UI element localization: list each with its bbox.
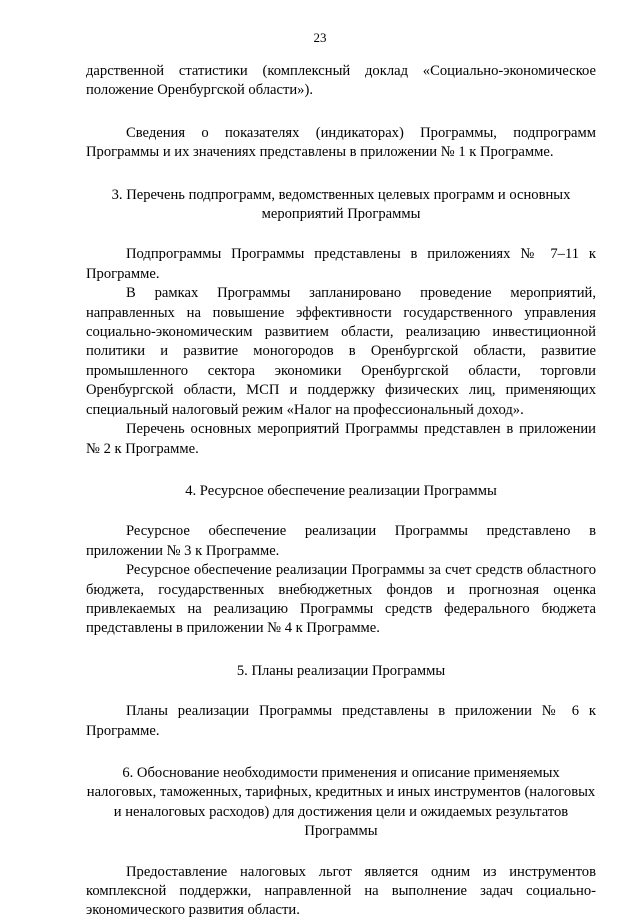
- paragraph-resource-provision: Ресурсное обеспечение реализации Программы представлено в приложении № 3 к Программе.: [86, 523, 596, 559]
- section-heading-3: 3. Перечень подпрограмм, ведомственных целевых программ и основных мероприятий Программы: [111, 186, 571, 223]
- section-heading-5: 5. Планы реализации Программы: [236, 662, 446, 679]
- paragraph-planned-measures: В рамках Программы запланировано проведение мероприятий, направленных на повышение эффективности государственного управления социально-экономическим развитием области, реализацию инвестиционной политики и развитие моногородов в Оренбургской области, развитие промышленного сектора экономики Оренбургской области, торговли Оренбургской области, МСП и поддержку физических лиц, применяющих специальный налоговый режим «Налог на профессиональный доход».: [86, 285, 596, 418]
- document-body: [86, 62, 596, 921]
- paragraph-main-measures: Перечень основных мероприятий Программы представлен в приложении № 2 к Программе.: [86, 421, 596, 457]
- page-number: 23: [313, 30, 327, 45]
- paragraph-statistics-continuation: дарственной статистики (комплексный доклад «Социально-экономическое положение Оренбургской области»).: [86, 63, 596, 99]
- paragraph-indicators: Сведения о показателях (индикаторах) Программы, подпрограмм Программы и их значениях представлены в приложении № 1 к Программе.: [86, 124, 596, 161]
- paragraph-subprograms: Подпрограммы Программы представлены в приложениях № 7–11 к Программе.: [86, 246, 596, 282]
- paragraph-implementation-plans: Планы реализации Программы представлены в приложении № 6 к Программе.: [86, 703, 596, 739]
- paragraph-tax-benefits: Предоставление налоговых льгот является одним из инструментов комплексной поддержки, направленной на выполнение задач социально-экономического развития области.: [86, 863, 596, 919]
- section-heading-6: 6. Обоснование необходимости применения и описание применяемых налоговых, таможенных, тарифных, кредитных и иных инструментов (налоговых и неналоговых расходов) для достижения цели и ожидаемых результатов Программы: [86, 764, 596, 840]
- paragraph-budget-funding: Ресурсное обеспечение реализации Программы за счет средств областного бюджета, государственных внебюджетных фондов и прогнозная оценка привлекаемых на реализацию Программы средств федерального бюджета представлены в приложении № 4 к Программе.: [86, 562, 596, 637]
- section-heading-4: 4. Ресурсное обеспечение реализации Программы: [185, 482, 497, 499]
